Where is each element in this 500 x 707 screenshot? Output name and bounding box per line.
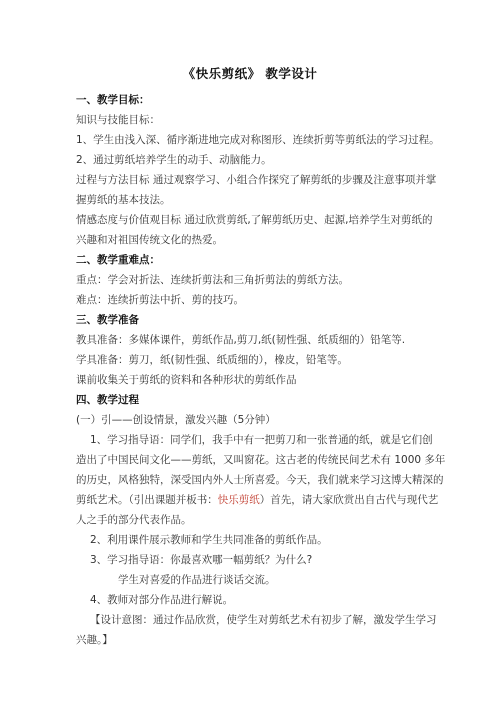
section-1-heading: 一、教学目标： — [76, 94, 150, 106]
process-goal-line-1: 过程与方法目标 通过观察学习、小组合作探究了解剪纸的步骤及注意事项并掌 — [76, 174, 437, 186]
section-3-heading: 三、教学准备 — [76, 314, 139, 326]
design-intent-line-2: 兴趣。】 — [76, 634, 113, 646]
paragraph-1-line-4-start: 剪纸艺术。（引出课题并板书： — [76, 494, 218, 506]
knowledge-goal-1: 1、学生由浅入深、循序渐进地完成对称图形、连续折剪等剪纸法的学习过程。 — [76, 134, 440, 146]
paragraph-1-line-4-end: ）首先，请大家欣赏出自古代与现代艺 — [259, 494, 439, 506]
paragraph-1-line-4 — [76, 493, 439, 507]
section-4-heading: 四、教学过程 — [76, 394, 139, 406]
pre-class-collection: 课前收集关于剪纸的资料和各种形状的剪纸作品 — [76, 374, 297, 386]
paragraph-1-line-5: 人之手的部分代表作品。 — [76, 514, 192, 526]
design-intent-line-1: 【设计意图：通过作品欣赏，使学生对剪纸艺术有初步了解，激发学生学习 — [90, 614, 437, 626]
subsection-1-heading: (一）引——创设情景，激发兴趣（5分钟） — [76, 414, 276, 426]
emotion-goal-line-2: 兴趣和对祖国传统文化的热爱。 — [76, 234, 223, 246]
knowledge-goal-label: 知识与技能目标： — [76, 114, 160, 126]
knowledge-goal-2: 2、通过剪纸培养学生的动手、动脑能力。 — [76, 154, 272, 166]
paragraph-2: 2、利用课件展示教师和学生共同准备的剪纸作品。 — [90, 534, 328, 546]
emotion-goal-line-1: 情感态度与价值观目标 通过欣赏剪纸,了解剪纸历史、起源,培养学生对剪纸的 — [76, 214, 433, 226]
paragraph-3: 3、学习指导语：你最喜欢哪一幅剪纸？为什么? — [90, 554, 313, 566]
paragraph-4: 4、教师对部分作品进行解说。 — [90, 594, 234, 606]
section-2-heading: 二、教学重难点： — [76, 254, 160, 266]
lesson-title-highlight: 快乐剪纸 — [217, 494, 260, 506]
student-preparation: 学具准备：剪刀，纸(韧性强、纸质细的），橡皮，铅笔等。 — [76, 354, 348, 366]
process-goal-line-2: 握剪纸的基本技法。 — [76, 194, 171, 206]
paragraph-3-response: 学生对喜爱的作品进行谈话交流。 — [118, 574, 276, 586]
paragraph-1-line-2: 造出了中国民间文化——剪纸，又叫窗花。这古老的传统民间艺术有 1000 多年 — [76, 454, 446, 466]
difficult-point: 难点：连续折剪法中折、剪的技巧。 — [76, 294, 244, 306]
page-title: 《快乐剪纸》 教学设计 — [182, 66, 318, 81]
key-point: 重点：学会对折法、连续折剪法和三角折剪法的剪纸方法。 — [76, 274, 349, 286]
paragraph-1-line-1: 1、学习指导语：同学们，我手中有一把剪刀和一张普通的纸，就是它们创 — [90, 434, 433, 446]
paragraph-1-line-3: 的历史，风格独特，深受国内外人士所喜爱。今天，我们就来学习这博大精深的 — [76, 474, 444, 486]
teacher-preparation: 教具准备：多媒体课件，剪纸作品,剪刀,纸(韧性强、纸质细的）铅笔等. — [76, 334, 406, 346]
